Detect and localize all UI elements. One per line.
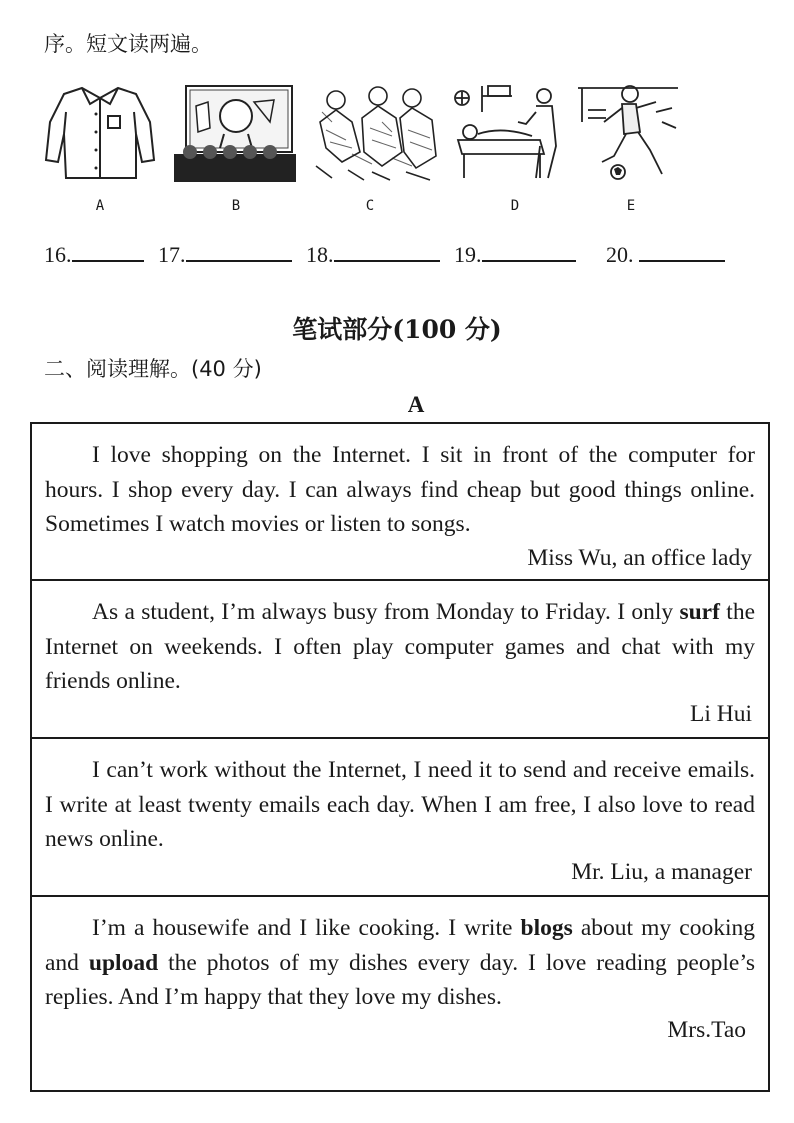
answer-blank-19[interactable] bbox=[482, 240, 576, 262]
picture-c bbox=[312, 82, 442, 182]
answer-number: 19. bbox=[454, 242, 482, 267]
picture-label-e: E bbox=[626, 198, 636, 214]
answer-blank-20[interactable] bbox=[639, 240, 725, 262]
passage-box-1 bbox=[30, 422, 770, 581]
answer-number: 17. bbox=[158, 242, 186, 267]
instruction-text: 序。短文读两遍。 bbox=[44, 32, 212, 56]
picture-label-a: A bbox=[95, 198, 105, 214]
keyword-upload: upload bbox=[88, 949, 159, 976]
passage-signature: Mr. Liu, a manager bbox=[571, 859, 752, 885]
answer-number: 16. bbox=[44, 242, 72, 267]
part-label: A bbox=[407, 392, 425, 417]
passage-text: I’m a housewife and I like cooking. I write blogs about my cooking and upload the photos of my dishes every day. I love reading people’s replies. And I’m happy that they love my dishes. bbox=[45, 915, 755, 1010]
football-icon bbox=[576, 82, 680, 182]
picture-e bbox=[576, 82, 680, 182]
passage-text: As a student, I’m always busy from Monday to Friday. I only surf the Internet on weekends. I often play computer games and chat with my friends online. bbox=[45, 599, 755, 694]
answer-blank-16[interactable] bbox=[72, 240, 144, 262]
cinema-icon bbox=[174, 82, 296, 182]
picture-label-d: D bbox=[510, 198, 520, 214]
crowd-icon bbox=[312, 82, 442, 182]
picture-label-b: B bbox=[231, 198, 241, 214]
answer-blank-17[interactable] bbox=[186, 240, 292, 262]
passage-box-2 bbox=[30, 581, 770, 739]
shirt-icon bbox=[44, 82, 156, 182]
answer-number: 18. bbox=[306, 242, 334, 267]
passage-box-4 bbox=[30, 897, 770, 1092]
picture-a bbox=[44, 82, 156, 182]
passage-text: I can’t work without the Internet, I need it to send and receive emails. I write at least twenty emails each day. When I am free, I also love to read news online. bbox=[45, 757, 755, 852]
picture-b bbox=[174, 82, 296, 182]
keyword-surf: surf bbox=[679, 599, 720, 625]
section-title: 笔试部分(100 分) bbox=[292, 315, 502, 344]
passage-signature: Mrs.Tao bbox=[667, 1017, 746, 1043]
answer-number: 20. bbox=[606, 242, 634, 267]
hospital-icon bbox=[452, 82, 564, 182]
keyword-blogs: blogs bbox=[520, 915, 573, 941]
passage-signature: Miss Wu, an office lady bbox=[527, 545, 752, 571]
passage-text: I love shopping on the Internet. I sit in front of the computer for hours. I shop every day. I can always find cheap but good things online. Sometimes I watch movies or listen to songs. bbox=[45, 442, 755, 537]
reading-title: 二、阅读理解。(40 分) bbox=[44, 357, 262, 381]
picture-label-c: C bbox=[365, 198, 375, 214]
passage-box-3 bbox=[30, 739, 770, 897]
passage-signature: Li Hui bbox=[689, 701, 752, 727]
picture-d bbox=[452, 82, 564, 182]
answer-blank-18[interactable] bbox=[334, 240, 440, 262]
